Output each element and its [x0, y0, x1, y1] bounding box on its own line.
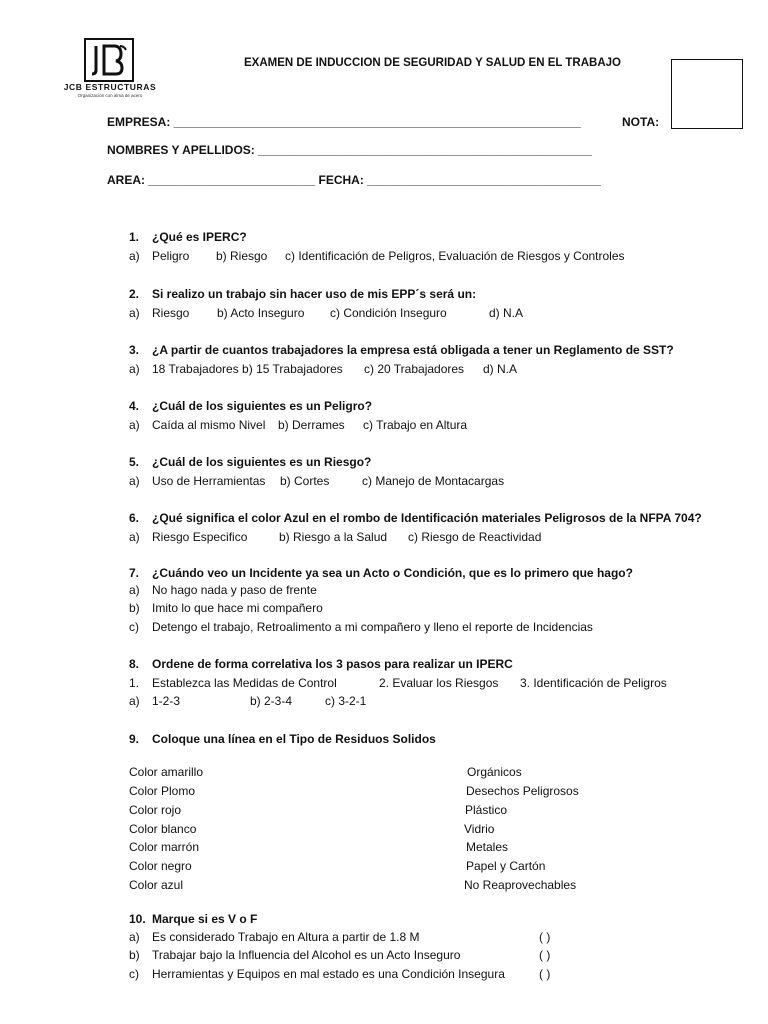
q5-text: ¿Cuál de los siguientes es un Riesgo? — [152, 455, 372, 469]
q9-left-item[interactable]: Color azul — [129, 878, 184, 892]
q9-right-item[interactable]: Papel y Cartón — [466, 859, 546, 873]
q7-number: 7. — [129, 566, 140, 580]
q9-text: Coloque una línea en el Tipo de Residuos Solidos — [152, 732, 436, 746]
q8-step-3: 3. Identificación de Peligros — [520, 676, 667, 690]
q9-right-item[interactable]: Orgánicos — [467, 765, 522, 779]
q4-option-c[interactable]: c) Trabajo en Altura — [363, 418, 468, 432]
q3-text: ¿A partir de cuantos trabajadores la empresa está obligada a tener un Reglamento de SST? — [152, 343, 674, 357]
q5-option-c[interactable]: c) Manejo de Montacargas — [362, 474, 505, 488]
q7-option-c[interactable]: Detengo el trabajo, Retroalimento a mi compañero y lleno el reporte de Incidencias — [152, 620, 593, 634]
q9-right-item[interactable]: Desechos Peligrosos — [466, 784, 579, 798]
q9-left-item[interactable]: Color negro — [129, 859, 192, 873]
q7-letter-b: b) — [129, 601, 140, 615]
q10-answer-b[interactable]: ( ) — [539, 948, 551, 962]
q4-option-b[interactable]: b) Derrames — [278, 418, 345, 432]
q8-step-1: Establezca las Medidas de Control — [152, 676, 337, 690]
q9-left-item[interactable]: Color rojo — [129, 803, 182, 817]
q5-option-a[interactable]: Uso de Herramientas — [152, 474, 266, 488]
q4-option-letter: a) — [129, 418, 140, 432]
q2-option-letter: a) — [129, 306, 140, 320]
q6-option-a[interactable]: Riesgo Especifico — [152, 530, 248, 544]
q9-left-item[interactable]: Color marrón — [129, 840, 200, 854]
q8-step-2: 2. Evaluar los Riesgos — [379, 676, 499, 690]
q9-right-item[interactable]: Plástico — [465, 803, 508, 817]
grade-box[interactable] — [671, 59, 743, 129]
q6-option-letter: a) — [129, 530, 140, 544]
q10-number: 10. — [129, 912, 146, 926]
q3-option-c[interactable]: c) 20 Trabajadores — [364, 362, 465, 376]
q9-left-item[interactable]: Color blanco — [129, 822, 197, 836]
logo-company-name: JCB ESTRUCTURAS — [63, 82, 157, 92]
q10-statement-c: Herramientas y Equipos en mal estado es una Condición Insegura — [152, 967, 505, 981]
empresa-field[interactable]: EMPRESA: _____________________________________________________________ — [107, 115, 581, 129]
q8-option-a[interactable]: 1-2-3 — [152, 694, 181, 708]
q9-right-item[interactable]: Metales — [466, 840, 509, 854]
q1-option-c[interactable]: c) Identificación de Peligros, Evaluación de Riesgos y Controles — [285, 249, 625, 263]
q1-option-letter: a) — [129, 249, 140, 263]
q5-option-letter: a) — [129, 474, 140, 488]
q9-left-item[interactable]: Color amarillo — [129, 765, 204, 779]
q3-option-d[interactable]: d) N.A — [483, 362, 518, 376]
q10-answer-a[interactable]: ( ) — [539, 930, 551, 944]
q1-text: ¿Qué es IPERC? — [152, 230, 247, 244]
q2-option-a[interactable]: Riesgo — [152, 306, 190, 320]
q1-number: 1. — [129, 230, 140, 244]
q9-right-item[interactable]: No Reaprovechables — [464, 878, 577, 892]
nombres-field[interactable]: NOMBRES Y APELLIDOS: __________________________________________________ — [107, 143, 592, 157]
q5-number: 5. — [129, 455, 140, 469]
q6-option-c[interactable]: c) Riesgo de Reactividad — [408, 530, 542, 544]
q7-text: ¿Cuándo veo un Incidente ya sea un Acto o Condición, que es lo primero que hago? — [152, 566, 633, 580]
q3-number: 3. — [129, 343, 140, 357]
q9-right-item[interactable]: Vidrio — [464, 822, 495, 836]
q7-letter-c: c) — [129, 620, 139, 634]
company-logo — [62, 36, 158, 104]
q10-letter-a: a) — [129, 930, 140, 944]
q6-option-b[interactable]: b) Riesgo a la Salud — [279, 530, 388, 544]
q3-option-ab[interactable]: 18 Trabajadores b) 15 Trabajadores — [152, 362, 343, 376]
q6-number: 6. — [129, 511, 140, 525]
q2-option-d[interactable]: d) N.A — [489, 306, 524, 320]
jcb-logo-mark-icon — [84, 38, 134, 82]
q7-option-a[interactable]: No hago nada y paso de frente — [152, 583, 317, 597]
q3-option-letter: a) — [129, 362, 140, 376]
q8-option-c[interactable]: c) 3-2-1 — [325, 694, 367, 708]
q2-text: Si realizo un trabajo sin hacer uso de mis EPP´s será un: — [152, 287, 477, 301]
q9-left-item[interactable]: Color Plomo — [129, 784, 196, 798]
q6-text: ¿Qué significa el color Azul en el rombo de Identificación materiales Peligrosos de la NFPA 704? — [152, 511, 702, 525]
q4-option-a[interactable]: Caída al mismo Nivel — [152, 418, 266, 432]
q7-letter-a: a) — [129, 583, 140, 597]
q10-statement-a: Es considerado Trabajo en Altura a partir de 1.8 M — [152, 930, 420, 944]
logo-tagline: Organización con alma de acero — [77, 93, 143, 98]
q2-option-c[interactable]: c) Condición Inseguro — [330, 306, 447, 320]
q10-answer-c[interactable]: ( ) — [539, 967, 551, 981]
q7-option-b[interactable]: Imito lo que hace mi compañero — [152, 601, 323, 615]
q9-number: 9. — [129, 732, 140, 746]
q8-option-b[interactable]: b) 2-3-4 — [250, 694, 293, 708]
q10-text: Marque si es V o F — [152, 912, 258, 926]
q2-number: 2. — [129, 287, 140, 301]
q5-option-b[interactable]: b) Cortes — [280, 474, 330, 488]
q4-text: ¿Cuál de los siguientes es un Peligro? — [152, 399, 373, 413]
q8-text: Ordene de forma correlativa los 3 pasos para realizar un IPERC — [152, 657, 513, 671]
area-fecha-field[interactable]: AREA: _________________________ FECHA: ___________________________________ — [107, 173, 601, 187]
q8-number: 8. — [129, 657, 140, 671]
q10-letter-c: c) — [129, 967, 139, 981]
q4-number: 4. — [129, 399, 140, 413]
q8-option-letter: a) — [129, 694, 140, 708]
q10-statement-b: Trabajar bajo la Influencia del Alcohol es un Acto Inseguro — [152, 948, 461, 962]
q8-step-number: 1. — [129, 676, 140, 690]
nota-label: NOTA: — [622, 115, 660, 129]
q10-letter-b: b) — [129, 948, 140, 962]
q1-option-a[interactable]: Peligro — [152, 249, 190, 263]
exam-title: EXAMEN DE INDUCCION DE SEGURIDAD Y SALUD EN EL TRABAJO — [244, 57, 621, 69]
q2-option-b[interactable]: b) Acto Inseguro — [217, 306, 305, 320]
q1-option-b[interactable]: b) Riesgo — [216, 249, 268, 263]
